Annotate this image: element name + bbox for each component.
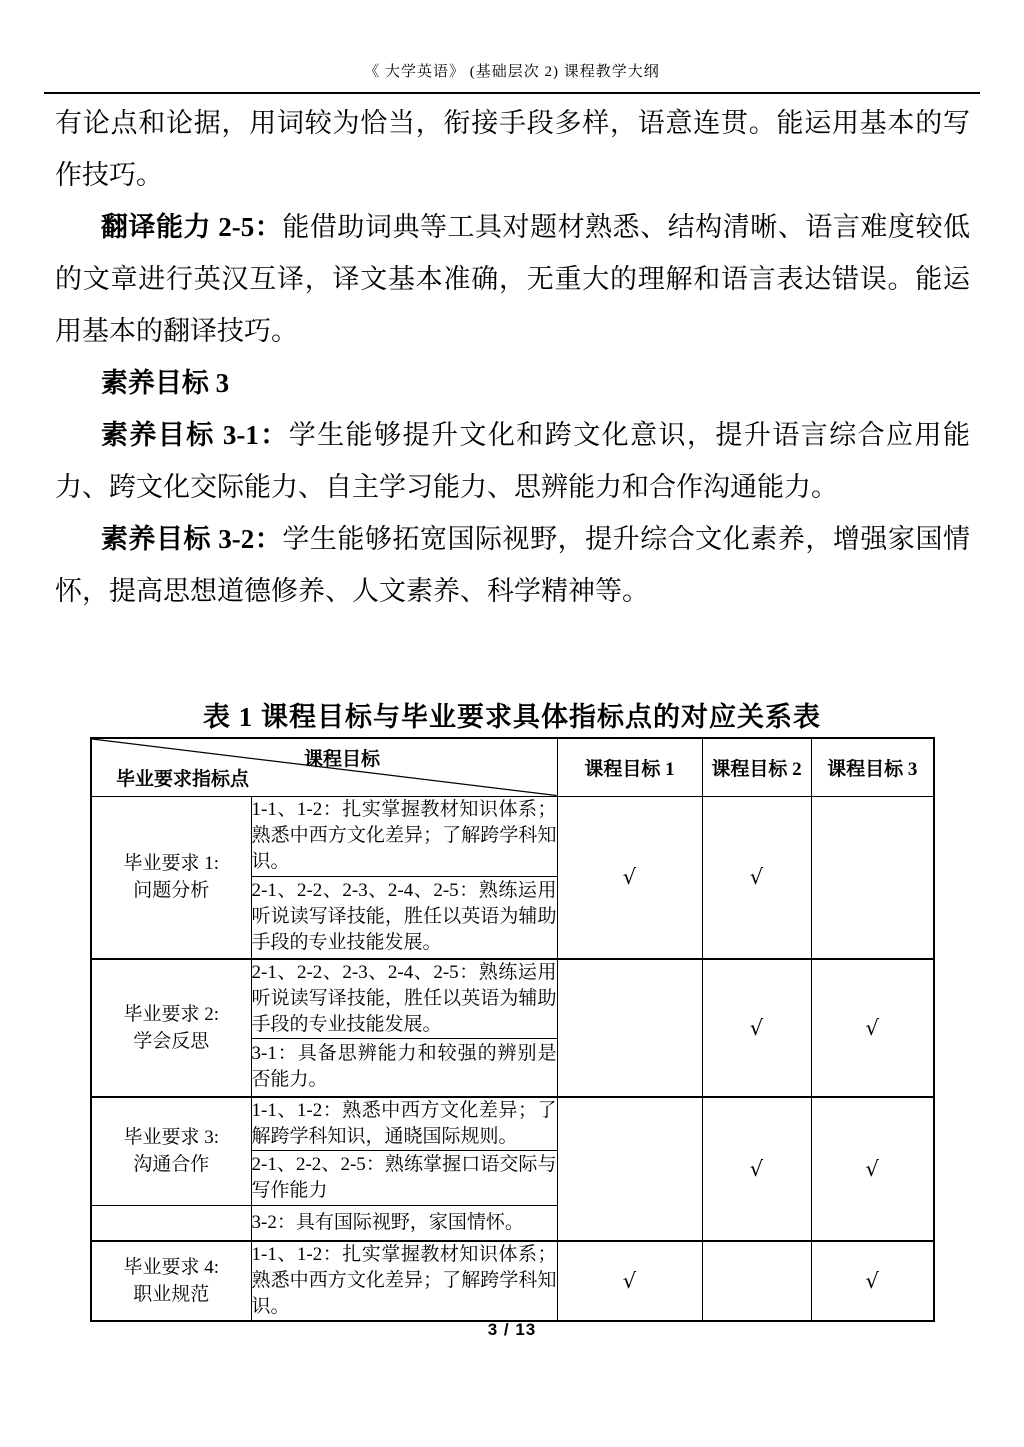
mark-cell-goal-1: [557, 959, 702, 1097]
table-row: [91, 1241, 934, 1321]
paragraph-suyang-3-2: [55, 513, 970, 617]
mark-cell-goal-3: √: [811, 959, 934, 1097]
requirement-subtitle: 职业规范: [133, 1284, 210, 1305]
indicator-cell: 2-1、2-2、2-5：熟练掌握口语交际与写作能力: [251, 1150, 557, 1205]
column-header-goal-3: 课程目标 3: [811, 738, 934, 796]
table-row: [91, 1097, 934, 1151]
paragraph-text: 学生能够提升文化和跨文化意识，提升语言综合应用能力、跨文化交际能力、自主学习能力、思辨能力和合作沟通能力。: [55, 420, 970, 502]
corner-cell: [91, 738, 557, 796]
mark-cell-goal-3: √: [811, 1241, 934, 1321]
body-text: [55, 97, 970, 617]
requirement-title: 毕业要求 1:: [123, 853, 220, 875]
requirement-subtitle: 问题分析: [133, 880, 210, 902]
paragraph-text: 学生能够拓宽国际视野，提升综合文化素养，增强家国情怀，提高思想道德修养、人文素养、科学精神等。: [55, 524, 970, 606]
heading-suyang-3: [55, 357, 970, 409]
paragraph-text: 有论点和论据，用词较为恰当，衔接手段多样，语意连贯。能运用基本的写作技巧。: [55, 108, 970, 190]
table-row: [91, 796, 934, 876]
requirement-subtitle: 沟通合作: [133, 1154, 210, 1175]
page-number: 3 / 13: [487, 1320, 537, 1339]
requirement-cell-2: [91, 959, 251, 1097]
mark-cell-goal-2: √: [702, 796, 811, 959]
paragraph-suyang-3-1: [55, 409, 970, 513]
paragraph-lead: 素养目标 3-2：: [100, 524, 283, 554]
requirement-cell-3: [91, 1097, 251, 1206]
indicator-cell: 1-1、1-2：扎实掌握教材知识体系；熟悉中西方文化差异；了解跨学科知识。: [251, 796, 557, 876]
paragraph-text: 能借助词典等工具对题材熟悉、结构清晰、语言难度较低的文章进行英汉互译，译文基本准确，无重大的理解和语言表达错误。能运用基本的翻译技巧。: [55, 212, 970, 346]
running-header-title: 《 大学英语》 (基础层次 2) 课程教学大纲: [364, 64, 660, 80]
mark-cell-goal-1: √: [557, 796, 702, 959]
paragraph-writing-skill: [55, 97, 970, 201]
mark-cell-goal-2: √: [702, 1097, 811, 1242]
paragraph-lead: 翻译能力 2-5：: [100, 212, 283, 242]
column-header-goal-2: 课程目标 2: [702, 738, 811, 796]
requirement-cell-4: [91, 1241, 251, 1321]
requirement-title: 毕业要求 2:: [123, 1003, 220, 1025]
table-row: [91, 959, 934, 1039]
paragraph-translation-2-5: [55, 201, 970, 357]
indicator-cell: 2-1、2-2、2-3、2-4、2-5：熟练运用听说读写译技能，胜任以英语为辅助手段的专业技能发展。: [251, 959, 557, 1039]
running-header: [44, 60, 980, 94]
mark-cell-goal-2: [702, 1241, 811, 1321]
mark-cell-goal-1: √: [557, 1241, 702, 1321]
requirement-cell-empty: [91, 1205, 251, 1241]
requirement-title: 毕业要求 4:: [123, 1257, 220, 1278]
indicator-cell: 1-1、1-2：熟悉中西方文化差异；了解跨学科知识，通晓国际规则。: [251, 1097, 557, 1151]
table-caption: 表 1 课程目标与毕业要求具体指标点的对应关系表: [203, 702, 821, 732]
requirement-cell-1: [91, 796, 251, 959]
table-header-row: [91, 738, 934, 796]
corner-label-course-goals: 课程目标: [304, 749, 381, 770]
heading-text: 素养目标 3: [100, 368, 230, 398]
indicator-cell: 3-1：具备思辨能力和较强的辨别是否能力。: [251, 1039, 557, 1097]
corner-label-requirements: 毕业要求指标点: [116, 768, 250, 790]
requirement-title: 毕业要求 3:: [123, 1127, 220, 1148]
requirement-subtitle: 学会反思: [133, 1030, 210, 1052]
indicator-cell: 2-1、2-2、2-3、2-4、2-5：熟练运用听说读写译技能，胜任以英语为辅助手段的专业技能发展。: [251, 876, 557, 959]
mark-cell-goal-3: √: [811, 1097, 934, 1242]
paragraph-lead: 素养目标 3-1：: [100, 420, 289, 450]
mark-cell-goal-2: √: [702, 959, 811, 1097]
indicator-cell: 1-1、1-2：扎实掌握教材知识体系；熟悉中西方文化差异；了解跨学科知识。: [251, 1241, 557, 1321]
column-header-goal-1: 课程目标 1: [557, 738, 702, 796]
mark-cell-goal-3: [811, 796, 934, 959]
mapping-table: [90, 737, 935, 1322]
mark-cell-goal-1: [557, 1097, 702, 1242]
indicator-cell: 3-2：具有国际视野，家国情怀。: [251, 1205, 557, 1241]
